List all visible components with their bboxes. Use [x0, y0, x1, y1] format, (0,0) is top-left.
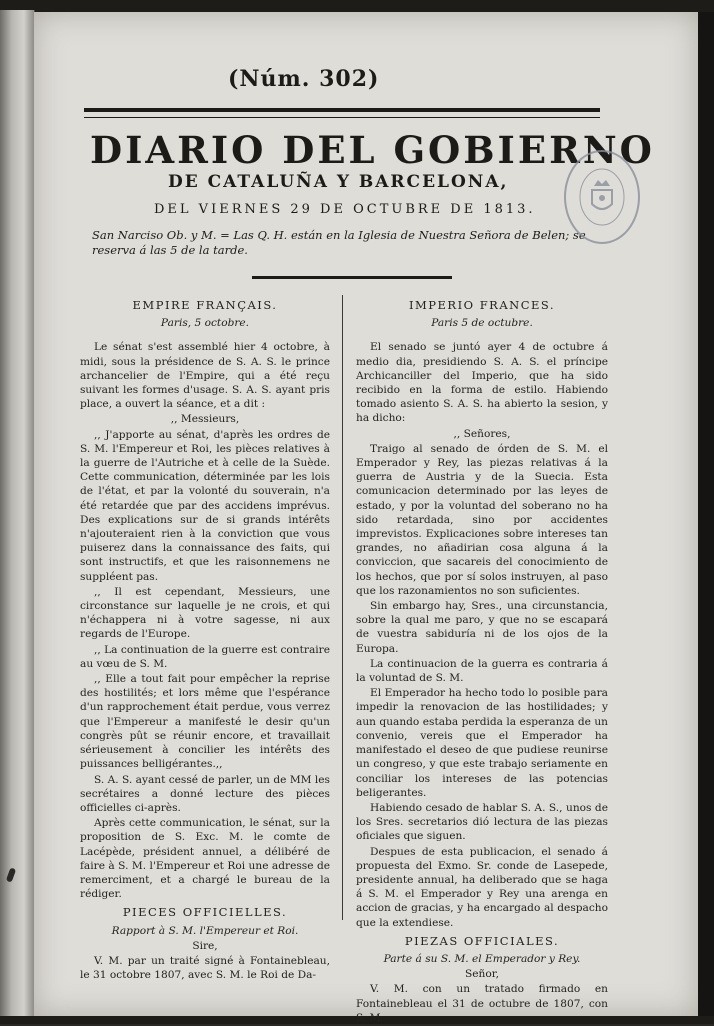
library-stamp: [564, 150, 640, 244]
section-dateline: Paris, 5 octobre.: [160, 317, 250, 330]
paragraph: ,, Messieurs,: [170, 413, 240, 426]
binding-shadow: [698, 12, 714, 1016]
column-divider: [342, 295, 343, 920]
paragraph: Sin embargo hay, Sres., una circunstancia, sobre la qual me paro, y que no se escapará de vuestra sabiduría ni de los ojos de la Europa.: [356, 600, 608, 655]
paragraph: ,, J'apporte au sénat, d'après les ordres de S. M. l'Empereur et Roi, les pièces relatives à la guerre de l'Autriche et à celle de la Suède. Cette communication, déterminée par les lois de l'état, et par la volonté du souverain, n'a été retardée que par des accidens imprévus. Des explications sur de si grands intérêts n'ajouteraient rien à la conviction que vous puiserez dans la connaissance des faits, qui sont instructifs, et que les raisonnemens ne suppléent pas.: [80, 428, 330, 583]
section-heading: EMPIRE FRANÇAIS.: [132, 298, 278, 312]
paragraph: ,, Señores,: [453, 427, 511, 440]
pieces-heading: PIEZAS OFFICIALES.: [404, 933, 560, 948]
stamp-crest-icon: [566, 152, 638, 242]
header-rule-thick: [84, 108, 600, 112]
spanish-column: [356, 294, 608, 1026]
facing-page-edge: [0, 10, 35, 1016]
saints-notice: [92, 228, 604, 258]
paragraph: Habiendo cesado de hablar S. A. S., unos de los Sres. secretarios dió lectura de las piezas oficiales que siguen.: [356, 801, 608, 843]
paragraph: El senado se juntó ayer 4 de octubre á medio dia, presidiendo S. A. S. el príncipe Archicanciller del Imperio, que ha sido recibido en la forma de estilo. Habiendo tomado asiento S. A. S. ha abierto la sesion, y ha dicho:: [356, 341, 608, 425]
paragraph: ,, La continuation de la guerre est contraire au vœu de S. M.: [80, 643, 330, 670]
paragraph: V. M. par un traité signé à Fontainebleau, le 31 octobre 1807, avec S. M. le Roi de Da-: [80, 954, 330, 982]
rapport-line: Rapport à S. M. l'Empereur et Roi.: [111, 924, 299, 937]
paragraph: El Emperador ha hecho todo lo posible para impedir la renovacion de las hostilidades; y aun quando estaba perdida la esperanza de un convenio, vereis que el Emperador ha manifestado el deseo de que pudiese reunirse un congreso, y que este trabajo seriamente en conciliar los intereses de las potencias beligerantes.: [356, 687, 608, 799]
newspaper-title: DIARIO DEL GOBIERNO: [90, 128, 655, 172]
pieces-heading: PIECES OFFICIELLES.: [122, 905, 288, 920]
salutation: Sire,: [192, 939, 218, 952]
paragraph: La continuacion de la guerra es contraria á la voluntad de S. M.: [356, 657, 608, 685]
issue-number: (Núm. 302): [228, 66, 380, 92]
paragraph: Traigo al senado de órden de S. M. el Emperador y Rey, las piezas relativas á la guerra de Austria y de la Suecia. Esta comunicacion determinado por las leyes de estado, y por la voluntad del soberano no ha sido retardada, sino por accidentes imprevistos. Explicaciones sobre intereses tan grandes, no añadirian cosa alguna á la conviccion, que sacareis del conocimiento de los hechos, que por sí solos instruyen, al paso que los razonamientos no son suficientes.: [356, 442, 608, 597]
paragraph: ,, Il est cependant, Messieurs, une circonstance sur laquelle je ne crois, et qui n'échappera ni à votre sagesse, ni aux regards de l'Europe.: [80, 585, 330, 641]
french-column: [80, 294, 330, 983]
ornamental-rule: [252, 276, 452, 279]
issue-dateline: DEL VIERNES 29 DE OCTUBRE DE 1813.: [154, 202, 536, 217]
paragraph: Le sénat s'est assemblé hier 4 octobre, à midi, sous la présidence de S. A. S. le prince archancelier de l'Empire, qui a été reçu suivant les formes d'usage. S. A. S. ayant pris place, a ouvert la séance, et a dit :: [80, 341, 330, 411]
section-dateline: Paris 5 de octubre.: [431, 317, 533, 330]
paragraph: Après cette communication, le sénat, sur la proposition de S. Exc. M. le comte de Lacépède, président annuel, a délibéré de faire à S. M. l'Empereur et Roi une adresse de remerciment, et a chargé le bureau de la rédiger.: [80, 817, 330, 901]
paragraph: S. A. S. ayant cessé de parler, un de MM les secrétaires a donné lecture des pièces officielles ci-après.: [80, 773, 330, 814]
saints-notice-text: San Narciso Ob. y M. = Las Q. H. están en la Iglesia de Nuestra Señora de Belen; se reserva á las 5 de la tarde.: [92, 228, 586, 257]
rapport-line: Parte á su S. M. el Emperador y Rey.: [383, 952, 581, 965]
paragraph: ,, Elle a tout fait pour empêcher la reprise des hostilités; et lors même que l'espérance d'un rapprochement était perdue, vous verrez que l'Empereur a manifesté le desir qu'un congrès pût se réunir encore, et travaillait sérieusement à concilier les intérêts des puissances belligérantes.,,: [80, 673, 330, 771]
paragraph: Despues de esta publicacion, el senado á propuesta del Exmo. Sr. conde de Lasepede, presidente annual, ha deliberado que se haga á S. M. el Emperador y Rey una arenga en accion de gracias, y ha encargado al despacho que la extendiese.: [356, 845, 608, 929]
salutation: Señor,: [465, 968, 499, 981]
header-rule-thin: [84, 117, 600, 118]
newspaper-subtitle: DE CATALUÑA Y BARCELONA,: [168, 172, 509, 192]
section-heading: IMPERIO FRANCES.: [408, 298, 556, 312]
paragraph: V. M. con un tratado firmado en Fontainebleau el 31 de octubre de 1807, con S. M.: [356, 983, 608, 1024]
